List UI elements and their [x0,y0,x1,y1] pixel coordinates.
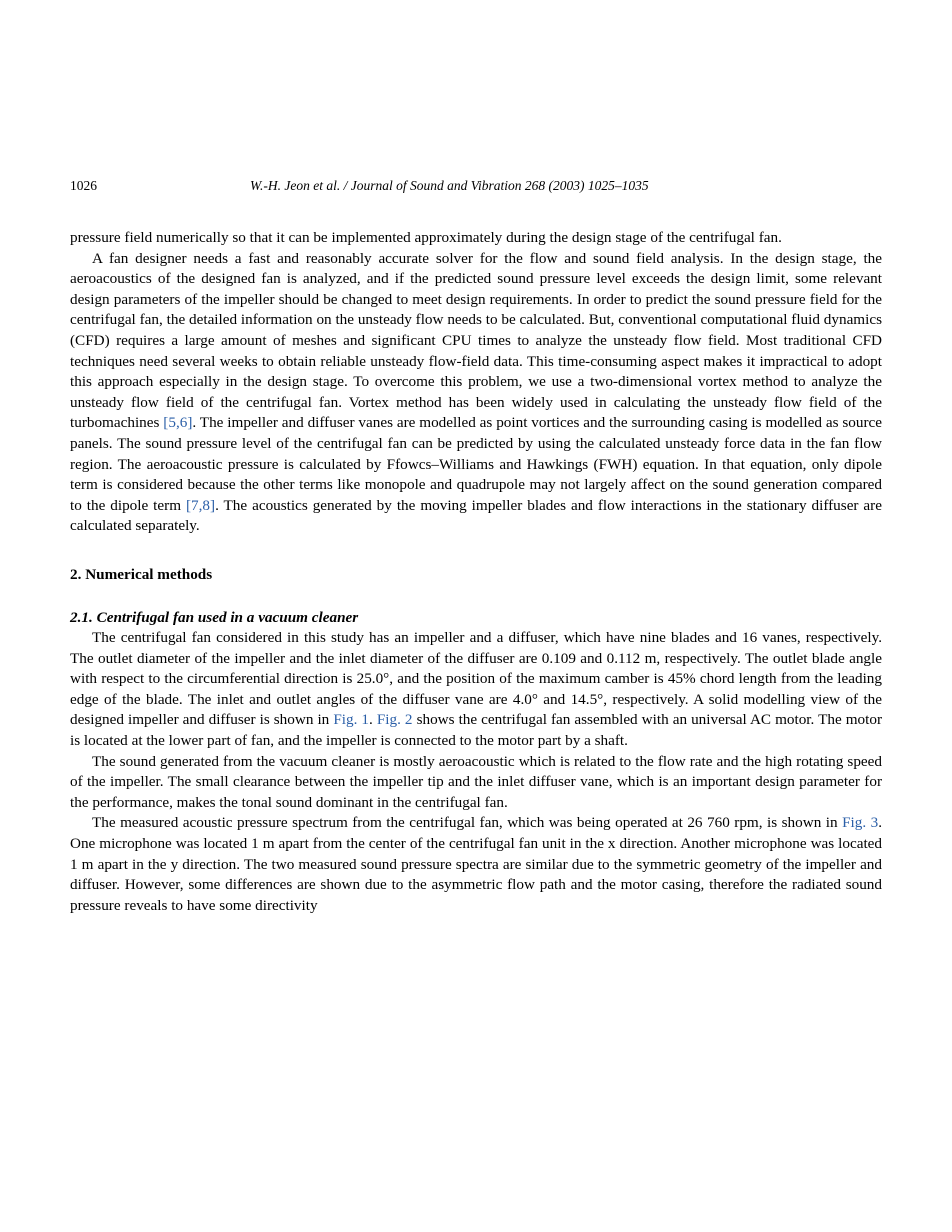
paragraph-measured-spectrum: The measured acoustic pressure spectrum from the centrifugal fan, which was being operated at 26 760 rpm, is shown in Fig. 3. One microphone was located 1 m apart from the center of the centrifugal fan unit in the x direction. Another microphone was located 1 m apart in the y direction. The two measured sound pressure spectra are similar due to the symmetric geometry of the impeller and diffuser. However, some differences are shown due to the asymmetric flow path and the motor casing, therefore the radiated sound pressure reveals to have some directivity [70,814,882,914]
section-heading-numerical-methods: 2. Numerical methods [70,565,213,583]
subsection-heading-centrifugal-fan: 2.1. Centrifugal fan used in a vacuum cleaner [70,608,359,626]
paragraph-continued: pressure field numerically so that it can be implemented approximately during the design stage of the centrifugal fan. [70,229,782,246]
paragraph-sound-generation: The sound generated from the vacuum cleaner is mostly aeroacoustic which is related to the flow rate and the high rotating speed of the impeller. The small clearance between the impeller tip and the inlet diffuser vane, which is an important design parameter for the performance, makes the tonal sound dominant in the centrifugal fan. [70,752,882,811]
figure-link-2[interactable]: Fig. 2 [376,711,413,729]
paragraph-fan-geometry: The centrifugal fan considered in this study has an impeller and a diffuser, which have nine blades and 16 vanes, respectively. The outlet diameter of the impeller and the inlet diameter of the diffuser are 0.109 and 0.112 m, respectively. The outlet blade angle with respect to the circumferential direction is 25.0°, and the position of the maximum camber is 45% chord length from the leading edge of the blade. The inlet and outlet angles of the diffuser vane are 4.0° and 14.5°, respectively. A solid modelling view of the designed impeller and diffuser is shown in Fig. 1. Fig. 2 shows the centrifugal fan assembled with an universal AC motor. The motor is located at the lower part of fan, and the impeller is connected to the motor part by a shaft. [70,629,882,750]
journal-running-title: W.-H. Jeon et al. / Journal of Sound and Vibration 268 (2003) 1025–1035 [250,178,649,193]
running-head [70,178,882,196]
citation-link-7-8[interactable]: [7,8] [185,496,216,514]
paragraph-fan-designer: A fan designer needs a fast and reasonably accurate solver for the flow and sound field analysis. In the design stage, the aeroacoustics of the designed fan is analyzed, and if the predicted sound pressure level exceeds the design limit, some relevant design parameters of the impeller should be changed to meet design requirements. In order to predict the sound pressure field for the centrifugal fan, the detailed information on the unsteady flow needs to be calculated. But, conventional computational fluid dynamics (CFD) requires a large amount of meshes and significant CPU times to analyze the unsteady flow field. Most traditional CFD techniques need several weeks to obtain reliable unsteady flow-field data. This time-consuming aspect makes it impractical to adopt this approach especially in the design stage. To overcome this problem, we use a two-dimensional vortex method to analyze the unsteady flow field of the centrifugal fan. Vortex method has been widely used in calculating the unsteady flow field of the turbomachines [5,6]. The impeller and diffuser vanes are modelled as point vortices and the surrounding casing is modelled as source panels. The sound pressure level of the centrifugal fan can be predicted by using the calculated unsteady force data in the fan flow region. The aeroacoustic pressure is calculated by Ffowcs–Williams and Hawkings (FWH) equation. In that equation, only dipole term is considered because the other terms like monopole and quadrupole may not largely affect on the sound generation compared to the dipole term [7,8]. The acoustics generated by the moving impeller blades and flow interactions in the stationary diffuser are calculated separately. [70,249,882,535]
page-number: 1026 [70,178,97,193]
body-column [70,228,882,916]
citation-link-5-6[interactable]: [5,6] [163,414,193,432]
figure-link-1[interactable]: Fig. 1 [333,711,369,729]
figure-link-3[interactable]: Fig. 3 [842,814,879,832]
